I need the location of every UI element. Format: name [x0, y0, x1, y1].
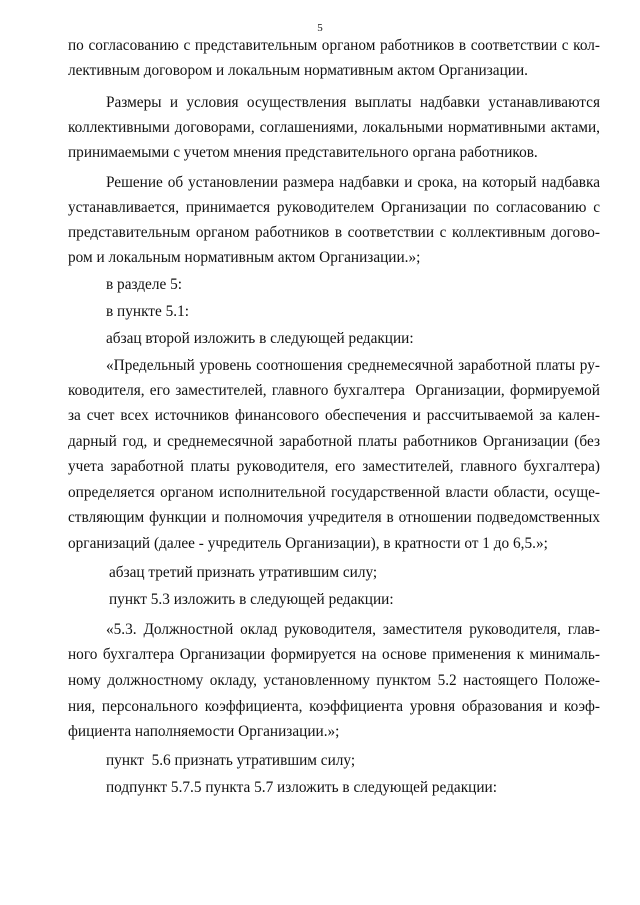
text-line: фициента наполняемости Организации.»; — [68, 723, 340, 740]
text-line: дарный год, и среднемесячной заработной платы работников Организации (без — [68, 433, 600, 450]
text-line: определяется органом исполнительной государственной власти области, осуще- — [68, 484, 600, 501]
text-line: «Предельный уровень соотношения среднемесячной заработной платы ру- — [106, 357, 600, 374]
text-line: ствляющим функции и полномочия учредителя в отношении подведомственных — [68, 509, 600, 526]
page-number: 5 — [317, 22, 323, 34]
text-line: пункт 5.3 изложить в следующей редакции: — [109, 591, 394, 608]
text-line: ному должностному окладу, установленному пунктом 5.2 настоящего Положе- — [68, 672, 600, 689]
text-line: подпункт 5.7.5 пункта 5.7 изложить в следующей редакции: — [106, 779, 497, 796]
text-line: Решение об установлении размера надбавки и срока, на который надбавка — [106, 174, 600, 191]
text-line: по согласованию с представительным органом работников в соответствии с кол- — [68, 37, 600, 54]
text-line: за счет всех источников финансового обеспечения и рассчитываемой за кален- — [68, 407, 600, 424]
text-line: устанавливается, принимается руководителем Организации по согласованию с — [68, 199, 600, 216]
text-line: пункт 5.6 признать утратившим силу; — [106, 752, 356, 769]
text-line: в разделе 5: — [106, 276, 182, 293]
text-line: ководителя, его заместителей, главного бухгалтера Организации, формируемой — [68, 382, 600, 399]
text-line: коллективными договорами, соглашениями, локальными нормативными актами, — [68, 119, 600, 136]
text-line: лективным договором и локальным нормативным актом Организации. — [68, 62, 528, 79]
text-line: учета заработной платы руководителя, его заместителей, главного бухгалтера) — [68, 458, 600, 475]
text-line: абзац второй изложить в следующей редакции: — [106, 330, 414, 347]
text-line: принимаемыми с учетом мнения представительного органа работников. — [68, 144, 538, 161]
text-line: абзац третий признать утратившим силу; — [109, 564, 378, 581]
text-line: представительным органом работников в соответствии с коллективным догово- — [68, 224, 600, 241]
text-line: в пункте 5.1: — [106, 303, 189, 320]
text-line: ного бухгалтера Организации формируется на основе применения к минималь- — [68, 646, 600, 663]
text-line: «5.3. Должностной оклад руководителя, заместителя руководителя, глав- — [106, 621, 600, 638]
text-line: организаций (далее - учредитель Организации), в кратности от 1 до 6,5.»; — [68, 535, 548, 552]
text-line: Размеры и условия осуществления выплаты надбавки устанавливаются — [106, 94, 600, 111]
text-line: ром и локальным нормативным актом Организации.»; — [68, 249, 421, 266]
text-line: ния, персонального коэффициента, коэффициента уровня образования и коэф- — [68, 698, 600, 715]
